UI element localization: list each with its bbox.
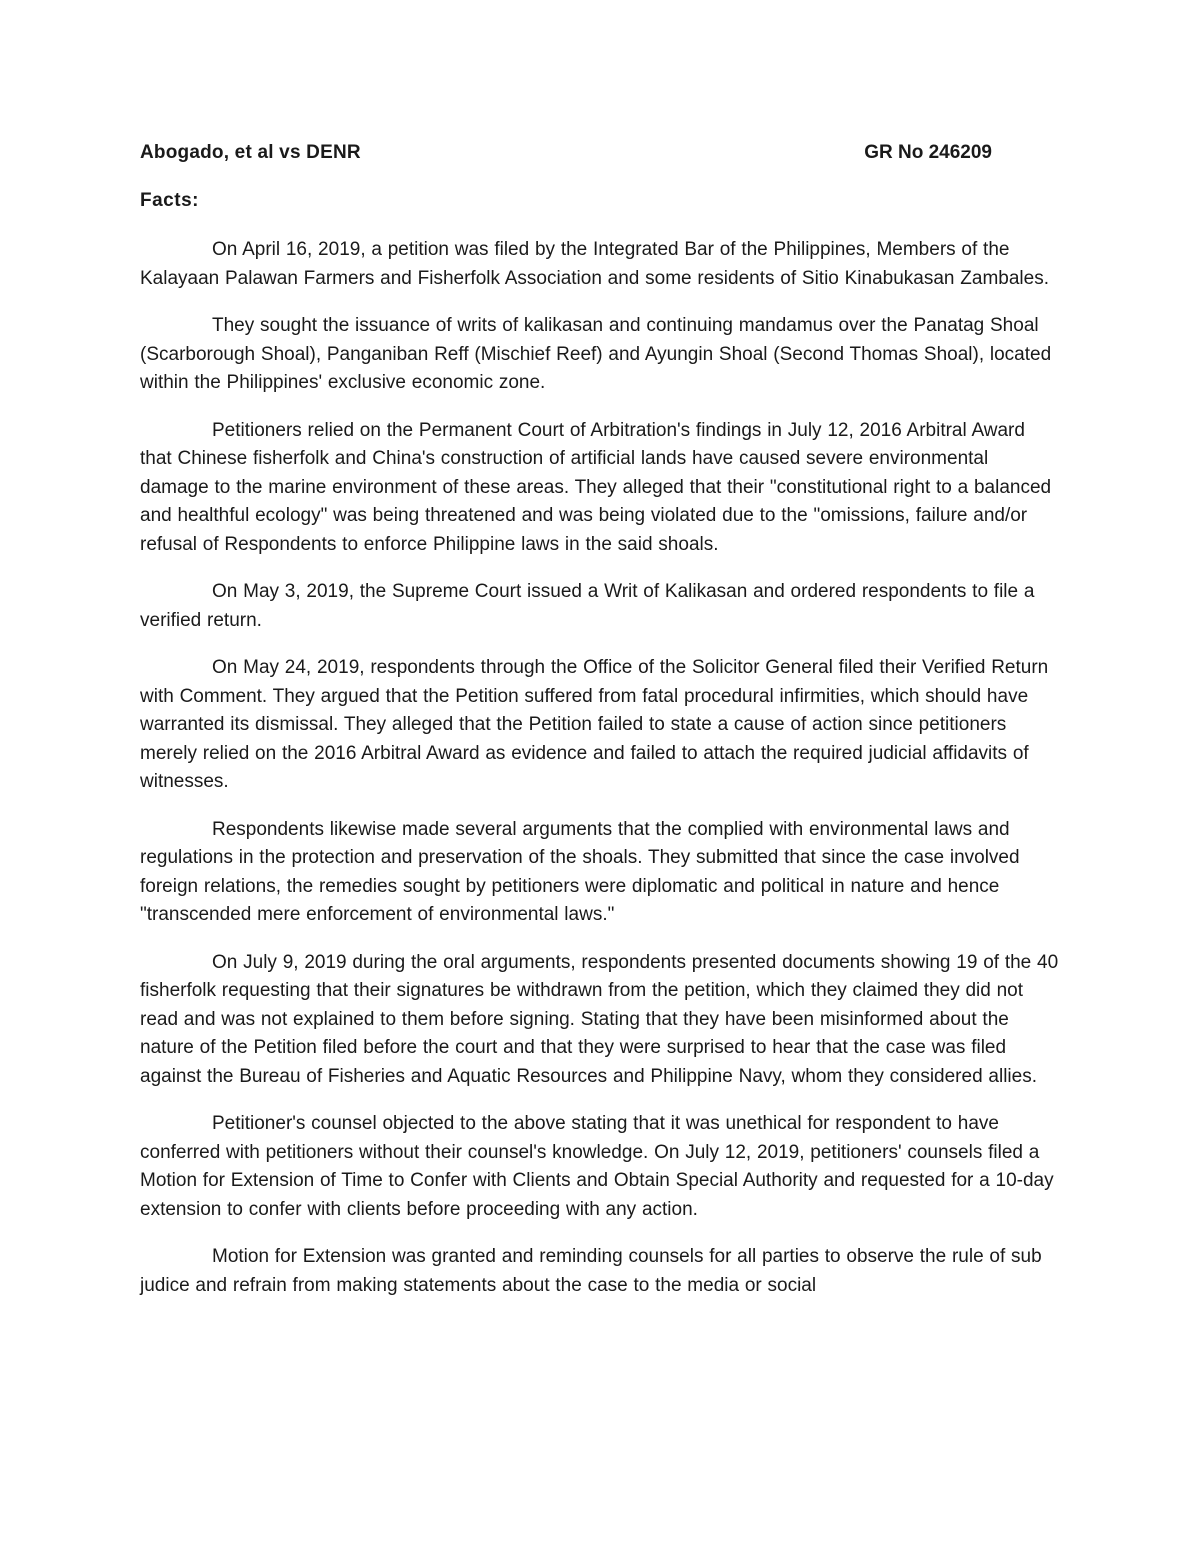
document-header: [140, 142, 992, 170]
paragraph: Respondents likewise made several arguments that the complied with environmental laws and regulations in the protection and preservation of the shoals. They submitted that since the case involved foreign relations, the remedies sought by petitioners were diplomatic and political in nature and hence "transcended mere enforcement of environmental laws.": [140, 818, 1020, 925]
document-body: [140, 236, 1062, 1319]
paragraph: Motion for Extension was granted and reminding counsels for all parties to observe the rule of sub judice and refrain from making statements about the case to the media or social: [140, 1246, 1042, 1296]
section-heading-facts: Facts:: [140, 190, 199, 211]
paragraph: On May 3, 2019, the Supreme Court issued a Writ of Kalikasan and ordered respondents to file a verified return.: [140, 581, 1035, 631]
paragraph: Petitioner's counsel objected to the above stating that it was unethical for respondent to have conferred with petitioners without their counsel's knowledge. On July 12, 2019, petitioners' counsels filed a Motion for Extension of Time to Confer with Clients and Obtain Special Authority and requested for a 10-day extension to confer with clients before proceeding with any action.: [140, 1113, 1054, 1220]
paragraph: On July 9, 2019 during the oral arguments, respondents presented documents showing 19 of the 40 fisherfolk requesting that their signatures be withdrawn from the petition, which they claimed they did not read and was not explained to them before signing. Stating that they have been misinformed about the nature of the Petition filed before the court and that they were surprised to hear that the case was filed against the Bureau of Fisheries and Aquatic Resources and Philippine Navy, whom they considered allies.: [140, 951, 1059, 1087]
case-number: GR No 246209: [864, 142, 992, 163]
paragraph: They sought the issuance of writs of kalikasan and continuing mandamus over the Panatag Shoal (Scarborough Shoal), Panganiban Reff (Mischief Reef) and Ayungin Shoal (Second Thomas Shoal), located within the Philippines' exclusive economic zone.: [140, 315, 1052, 393]
paragraph: On April 16, 2019, a petition was filed by the Integrated Bar of the Philippines, Members of the Kalayaan Palawan Farmers and Fisherfolk Association and some residents of Sitio Kinabukasan Zambales.: [140, 239, 1049, 289]
paragraph: On May 24, 2019, respondents through the Office of the Solicitor General filed their Verified Return with Comment. They argued that the Petition suffered from fatal procedural infirmities, which should have warranted its dismissal. They alleged that the Petition failed to state a cause of action since petitioners merely relied on the 2016 Arbitral Award as evidence and failed to attach the required judicial affidavits of witnesses.: [140, 657, 1049, 792]
paragraph: Petitioners relied on the Permanent Court of Arbitration's findings in July 12, 2016 Arbitral Award that Chinese fisherfolk and China's construction of artificial lands have caused severe environmental damage to the marine environment of these areas. They alleged that their "constitutional right to a balanced and healthful ecology" was being threatened and was being violated due to the "omissions, failure and/or refusal of Respondents to enforce Philippine laws in the said shoals.: [140, 419, 1052, 555]
case-title: Abogado, et al vs DENR: [140, 142, 361, 163]
